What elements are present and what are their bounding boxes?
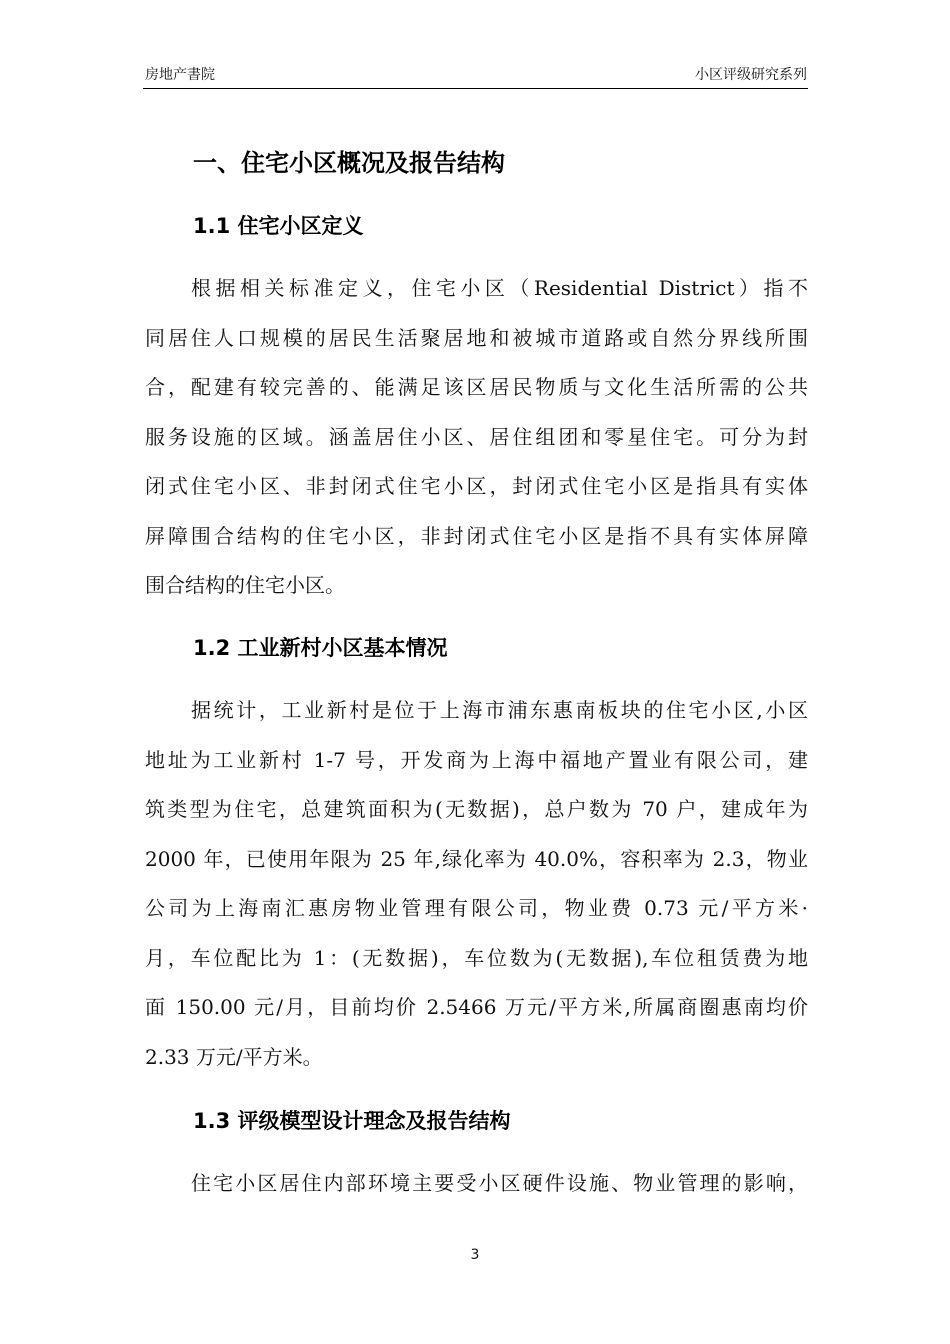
heading-1-3: 1.3 评级模型设计理念及报告结构 xyxy=(193,1109,511,1133)
paragraph-line: 住宅小区居住内部环境主要受小区硬件设施、物业管理的影响， xyxy=(191,1171,808,1195)
paragraph-line: 根据相关标准定义，住宅小区（Residential District）指不 xyxy=(191,276,808,300)
paragraph-line: 据统计，工业新村是位于上海市浦东惠南板块的住宅小区,小区 xyxy=(191,698,808,722)
page-number: 3 xyxy=(470,1247,480,1263)
paragraph-line: 2000 年，已使用年限为 25 年,绿化率为 40.0%，容积率为 2.3，物业 xyxy=(145,846,808,871)
paragraph-line: 屏障围合结构的住宅小区，非封闭式住宅小区是指不具有实体屏障 xyxy=(145,523,808,548)
header-rule xyxy=(143,88,808,89)
paragraph-line: 同居住人口规模的居民生活聚居地和被城市道路或自然分界线所围 xyxy=(145,325,808,350)
section-title: 一、住宅小区概况及报告结构 xyxy=(193,149,505,177)
paragraph-line: 面 150.00 元/月，目前均价 2.5466 万元/平方米,所属商圈惠南均价 xyxy=(145,995,808,1019)
paragraph-line: 月，车位配比为 1：(无数据)，车位数为(无数据),车位租赁费为地 xyxy=(145,945,808,970)
heading-1-1: 1.1 住宅小区定义 xyxy=(193,214,364,238)
paragraph-line: 围合结构的住宅小区。 xyxy=(145,573,345,597)
paragraph-line: 服务设施的区域。涵盖居住小区、居住组团和零星住宅。可分为封 xyxy=(145,424,808,449)
header-right-text: 小区评级研究系列 xyxy=(695,67,807,83)
paragraph-1-3 xyxy=(145,1159,808,1209)
paragraph-line: 2.33 万元/平方米。 xyxy=(145,1044,323,1069)
paragraph-line: 合，配建有较完善的、能满足该区居民物质与文化生活所需的公共 xyxy=(145,375,808,399)
paragraph-1-2 xyxy=(145,686,808,1082)
heading-1-2: 1.2 工业新村小区基本情况 xyxy=(193,636,448,660)
paragraph-line: 闭式住宅小区、非封闭式住宅小区，封闭式住宅小区是指具有实体 xyxy=(145,474,808,498)
paragraph-1-1 xyxy=(145,264,808,611)
header-left-text: 房地产書院 xyxy=(145,67,215,83)
paragraph-line: 地址为工业新村 1-7 号，开发商为上海中福地产置业有限公司，建 xyxy=(145,747,808,772)
paragraph-line: 筑类型为住宅，总建筑面积为(无数据)，总户数为 70 户，建成年为 xyxy=(145,797,808,821)
paragraph-line: 公司为上海南汇惠房物业管理有限公司，物业费 0.73 元/平方米· xyxy=(145,896,808,920)
